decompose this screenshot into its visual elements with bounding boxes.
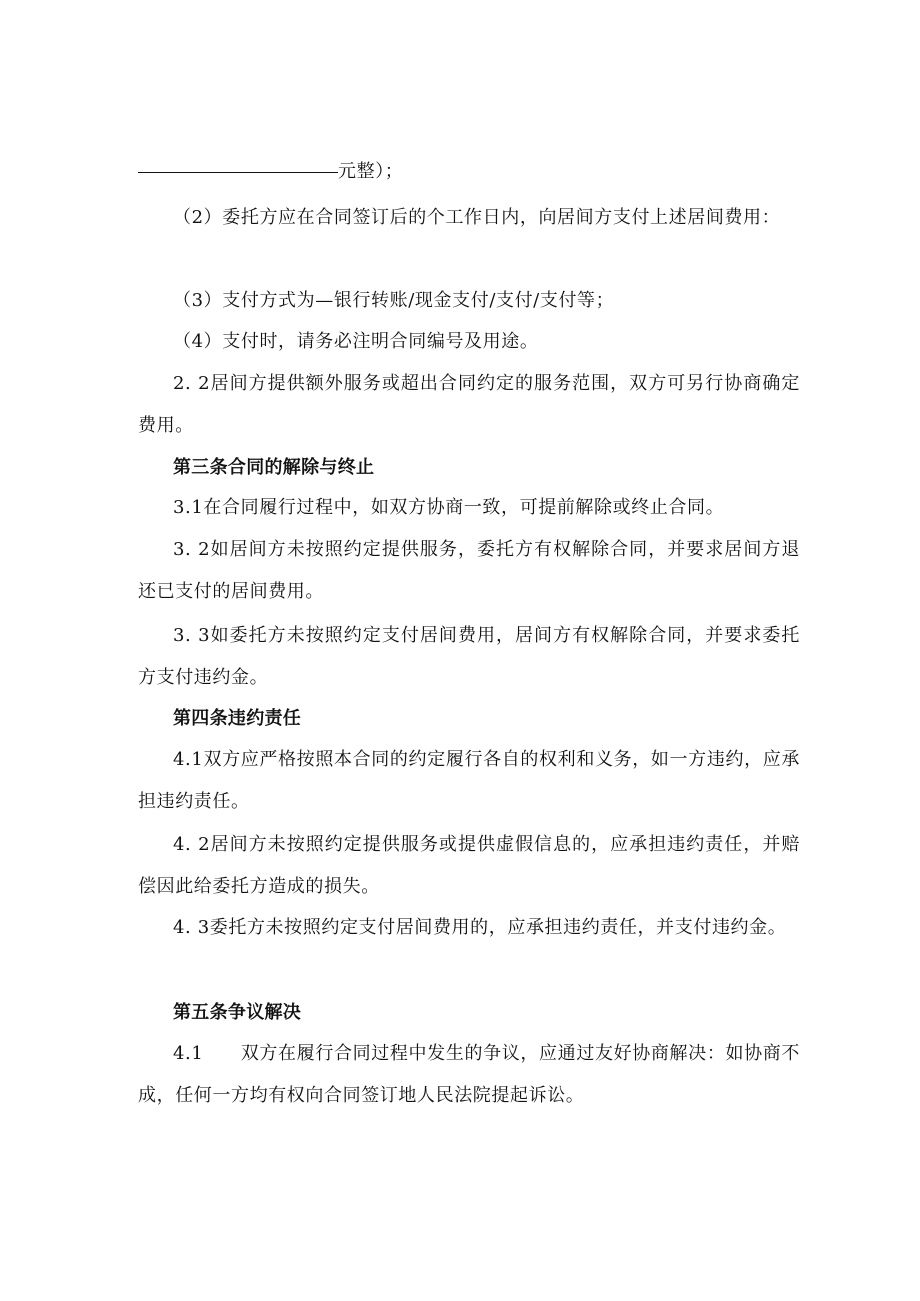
clause-4-3: 4. 3委托方未按照约定支付居间费用的，应承担违约责任，并支付违约金。 [173, 917, 787, 938]
clause-2-1-3: （3）支付方式为—银行转账/现金支付/支付/支付等； [173, 290, 615, 311]
clause-4-2: 4. 2居间方未按照约定提供服务或提供虚假信息的，应承担违约责任，并赔偿因此给委托方造成的损失。 [138, 834, 800, 897]
amount-line [138, 151, 800, 193]
clause-2-1-4: （4）支付时，请务必注明合同编号及用途。 [173, 331, 539, 352]
clause-3-3: 3. 3如委托方未按照约定支付居间费用，居间方有权解除合同，并要求委托方支付违约金。 [138, 625, 800, 688]
amount-suffix: 元整）； [338, 161, 404, 182]
section-heading-4: 第四条违约责任 [173, 708, 302, 729]
amount-blank[interactable] [138, 171, 338, 173]
clause-5-1: 4.1 双方在履行合同过程中发生的争议，应通过友好协商解决：如协商不成，任何一方均有权向合同签订地人民法院提起诉讼。 [138, 1043, 800, 1106]
clause-3-2: 3. 2如居间方未按照约定提供服务，委托方有权解除合同，并要求居间方退还已支付的居间费用。 [138, 539, 800, 602]
clause-4-1: 4.1双方应严格按照本合同的约定履行各自的权利和义务，如一方违约，应承担违约责任。 [138, 749, 800, 812]
clause-2-2: 2. 2居间方提供额外服务或超出合同约定的服务范围，双方可另行协商确定费用。 [138, 373, 800, 436]
section-heading-5: 第五条争议解决 [173, 1002, 302, 1023]
section-heading-3: 第三条合同的解除与终止 [173, 457, 375, 478]
clause-3-1: 3.1在合同履行过程中，如双方协商一致，可提前解除或终止合同。 [173, 497, 725, 518]
clause-2-1-2: （2）委托方应在合同签订后的个工作日内，向居间方支付上述居间费用： [173, 207, 781, 228]
